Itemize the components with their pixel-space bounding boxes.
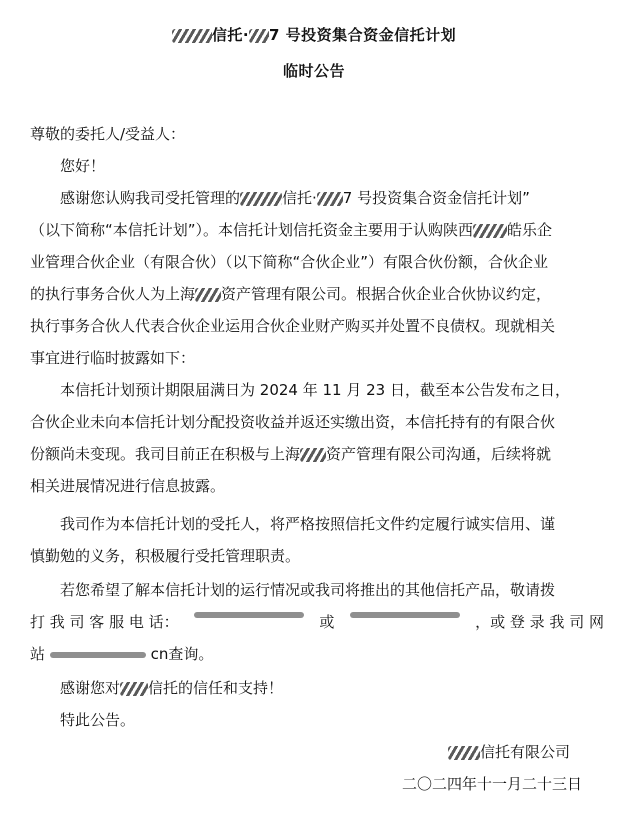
title-text-b: 7 号投资集合资金信托计划 (269, 26, 457, 44)
paragraph-1-line-6: 事宜进行临时披露如下： (30, 349, 196, 367)
redaction-mark (240, 192, 282, 206)
paragraph-3-line-2: 慎勤勉的义务，积极履行受托管理职责。 (30, 547, 301, 565)
redaction-mark (448, 746, 480, 760)
paragraph-2-line-1: 本信托计划预计期限届满日为 2024 年 11 月 23 日，截至本公告发布之日， (60, 381, 570, 399)
redacted-phone-number (194, 612, 304, 618)
title-text-a: 信托· (211, 26, 250, 44)
salutation: 尊敬的委托人/受益人： (30, 125, 186, 143)
signature-company: 信托有限公司 (448, 742, 570, 762)
redaction-mark (317, 192, 343, 206)
paragraph-3-line-1: 我司作为本信托计划的受托人，将严格按照信托文件约定履行诚实信用、谨 (60, 515, 556, 533)
redaction-mark (473, 224, 507, 238)
paragraph-4-line-2: 打 我 司 客 服 电 话： 或 ，或 登 录 我 司 网 (30, 613, 604, 631)
paragraph-2-line-3: 份额尚未变现。我司目前正在积极与上海 资产管理有限公司沟通，后续将就 (30, 445, 552, 463)
announcement-title (0, 24, 628, 45)
closing-line: 特此公告。 (60, 711, 136, 729)
thanks-line: 感谢您对 信托的信任和支持！ (60, 679, 284, 697)
redaction-mark (249, 29, 269, 43)
paragraph-1-line-3: 业管理合伙企业（有限合伙）（以下简称“合伙企业”）有限合伙份额，合伙企业 (30, 253, 549, 271)
redaction-mark (172, 29, 212, 43)
paragraph-1-line-2: （以下简称“本信托计划”）。本信托计划信托资金主要用于认购陕西 皓乐企 (30, 221, 553, 239)
paragraph-4-line-1: 若您希望了解本信托计划的运行情况或我司将推出的其他信托产品，敬请拨 (60, 581, 556, 599)
redaction-mark (195, 288, 221, 302)
paragraph-1-line-1: 感谢您认购我司受托管理的 信托· 7 号投资集合资金信托计划” (60, 189, 530, 207)
paragraph-2-line-4: 相关进展情况进行信息披露。 (30, 477, 226, 495)
redacted-phone-number (350, 612, 460, 618)
paragraph-4-line-3: 站 cn查询。 (30, 645, 214, 663)
paragraph-1-line-5: 执行事务合伙人代表合伙企业运用合伙企业财产购买并处置不良债权。现就相关 (30, 317, 556, 335)
announcement-subtitle: 临时公告 (282, 62, 345, 80)
signature-date: 二〇二四年十一月二十三日 (402, 775, 583, 793)
greeting: 您好！ (60, 157, 106, 175)
redaction-mark (300, 448, 326, 462)
redacted-website (50, 652, 146, 658)
redaction-mark (120, 682, 148, 696)
paragraph-2-line-2: 合伙企业未向本信托计划分配投资收益并返还实缴出资，本信托持有的有限合伙 (30, 413, 556, 431)
paragraph-1-line-4: 的执行事务合伙人为上海 资产管理有限公司。根据合伙企业合伙协议约定， (30, 285, 552, 303)
